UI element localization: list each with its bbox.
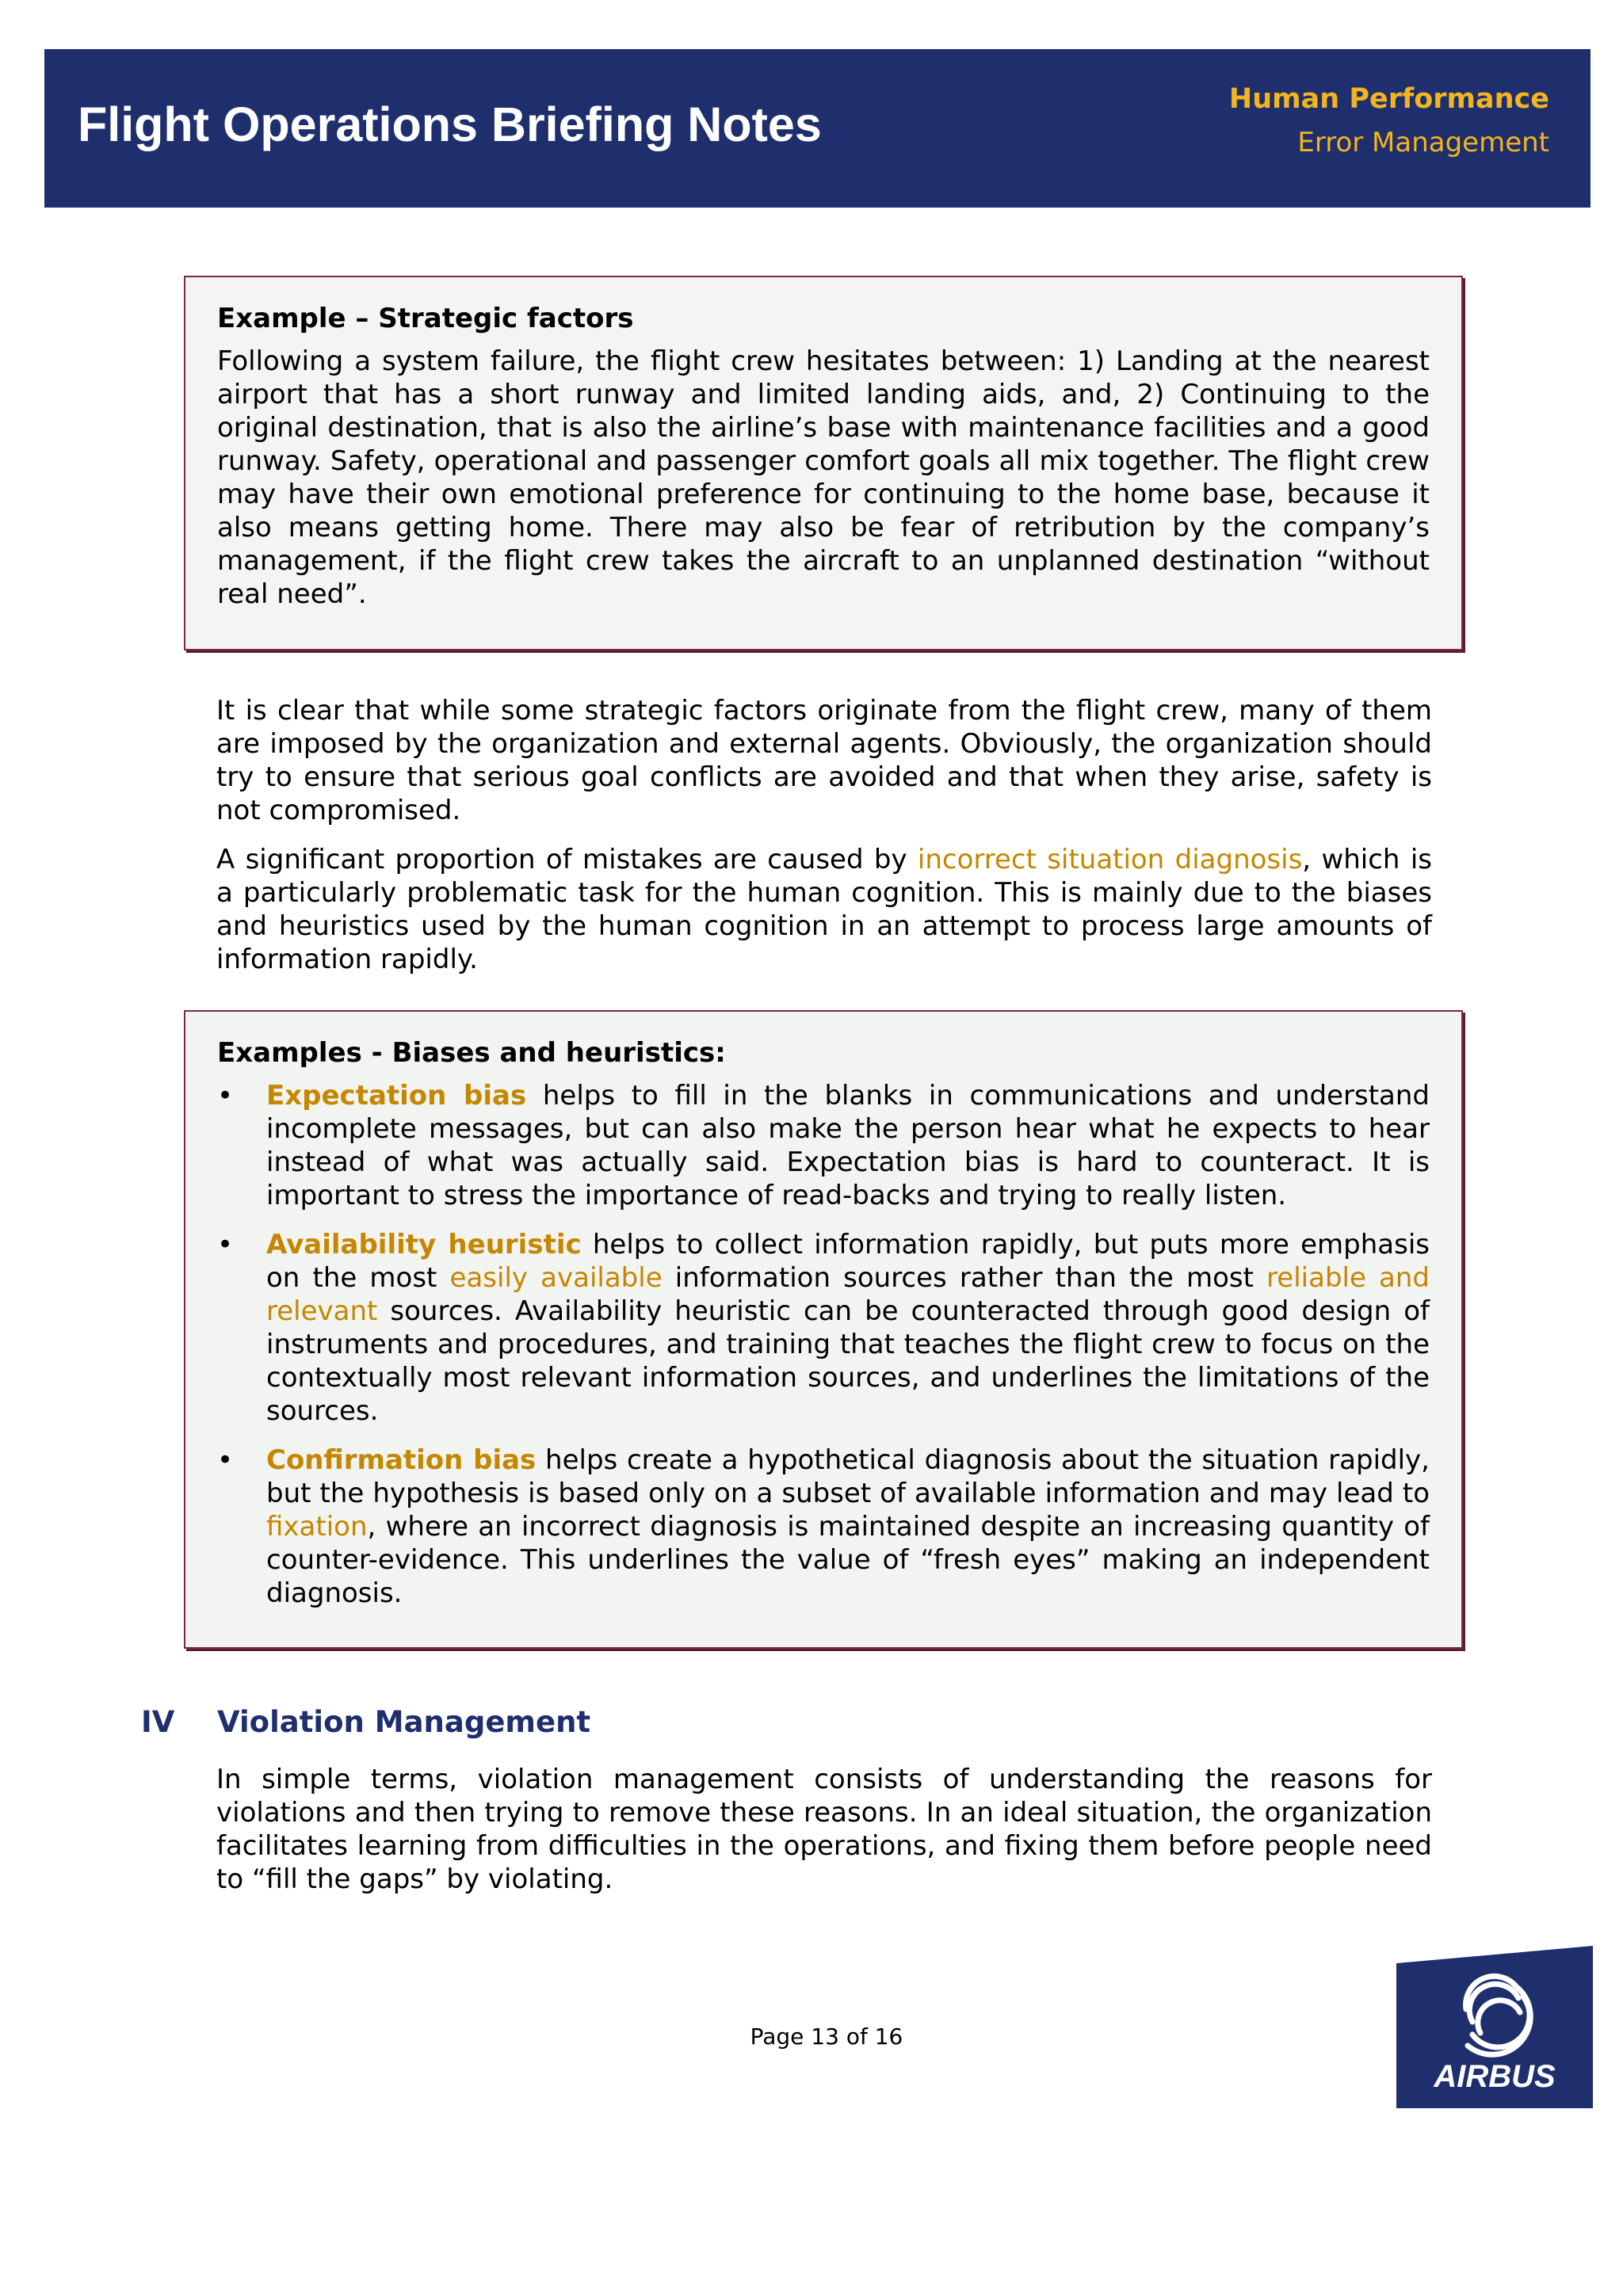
example-box-strategic-factors [184, 276, 1463, 650]
logo-text: AIRBUS [1434, 2059, 1556, 2094]
paragraph-strategic: It is clear that while some strategic factors originate from the flight crew, many of them are imposed by the organization and external agents. Obviously, the organization should try to ensure that serious goal conflicts are avoided and that when they arise, safety is not compromised. [216, 695, 1432, 826]
document-title: Flight Operations Briefing Notes [78, 97, 822, 151]
section-title: Violation Management [217, 1705, 591, 1739]
bullet-icon: • [217, 1228, 234, 1261]
highlight-term: incorrect situation diagnosis [917, 844, 1303, 875]
section-heading-violation-management [141, 1705, 590, 1739]
list-item: • Availability heuristic helps to collect information rapidly, but puts more emphasis on the most easily available information sources rather than the most reliable and relevant sources. Availability heuristic can be counteracted through good design of instruments and procedures, and training that teaches the flight crew to focus on the contextually most relevant information sources, and underlines the limitations of the sources. [217, 1228, 1430, 1427]
paragraph-violation: In simple terms, violation management consists of understanding the reasons for violations and then trying to remove these reasons. In an ideal situation, the organization facilitates learning from difficulties in the operations, and fixing them before people need to “fill the gaps” by violating. [216, 1764, 1432, 1895]
section-sub: Error Management [1297, 127, 1549, 158]
page-number: Page 13 of 16 [750, 2023, 903, 2050]
box-title: Examples - Biases and heuristics: [217, 1037, 726, 1069]
airbus-logo [1396, 1946, 1593, 2108]
list-item: • Confirmation bias helps create a hypothetical diagnosis about the situation rapidly, but the hypothesis is based only on a subset of available information and may lead to fixation, where an incorrect diagnosis is maintained despite an increasing quantity of counter-evidence. This underlines the value of “fresh eyes” making an independent diagnosis. [217, 1444, 1430, 1609]
term-availability-heuristic: Availability heuristic [266, 1228, 582, 1261]
box-title: Example – Strategic factors [217, 303, 634, 334]
list-item: • Expectation bias helps to fill in the blanks in communications and understand incomplete messages, but can also make the person hear what he expects to hear instead of what was actually said. Expectation bias is hard to counteract. It is important to stress the importance of read-backs and trying to really listen. [217, 1079, 1430, 1211]
box-text: Following a system failure, the flight crew hesitates between: 1) Landing at the nearest airport that has a short runway and limited landing aids, and, 2) Continuing to the original destination, that is also the airline’s base with maintenance facilities and a good runway. Safety, operational and passenger comfort goals all mix together. The flight crew may have their own emotional preference for continuing to the home base, because it also means getting home. There may also be fear of retribution by the company’s management, if the flight crew takes the aircraft to an unplanned destination “without real need”. [217, 345, 1430, 610]
section-label [1229, 82, 1549, 159]
section-number: IV [141, 1705, 175, 1739]
example-box-biases [184, 1010, 1463, 1649]
term-expectation-bias: Expectation bias [266, 1079, 527, 1112]
bias-list [217, 1079, 1430, 1610]
bullet-icon: • [217, 1444, 234, 1476]
term-confirmation-bias: Confirmation bias [266, 1444, 537, 1476]
bullet-icon: • [217, 1079, 234, 1112]
paragraph-mistakes: A significant proportion of mistakes are caused by incorrect situation diagnosis, which is a particularly problematic task for the human cognition. This is mainly due to the biases and heuristics used by the human cognition in an attempt to process large amounts of information rapidly. [216, 844, 1432, 975]
section-main: Human Performance [1228, 83, 1549, 115]
page-header [44, 49, 1591, 208]
